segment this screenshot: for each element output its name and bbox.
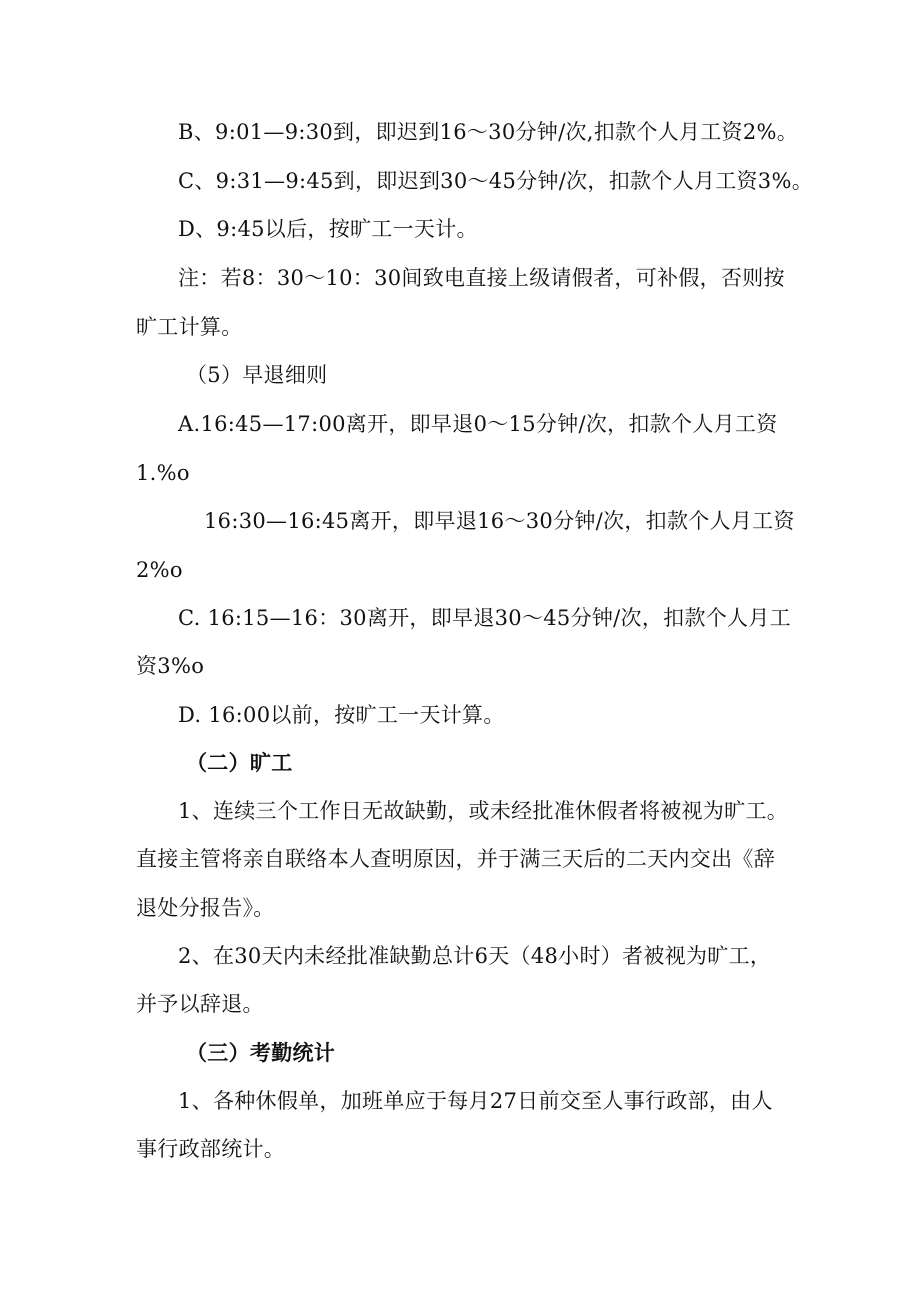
paragraph-line: 退处分报告》。 xyxy=(136,896,275,920)
paragraph-line: 16:30—16:45离开，即早退16～30分钟/次，扣款个人月工资 xyxy=(204,509,795,533)
paragraph-line: 并予以辞退。 xyxy=(136,992,264,1016)
paragraph-line: A.16:45—17:00离开，即早退0～15分钟/次，扣款个人月工资 xyxy=(178,412,778,436)
paragraph-line: 旷工计算。 xyxy=(136,315,243,339)
paragraph-line: C. 16:15—16：30离开，即早退30～45分钟/次，扣款个人月工 xyxy=(178,606,791,630)
paragraph-line: 直接主管将亲自联络本人查明原因，并于满三天后的二天内交出《辞 xyxy=(136,847,775,871)
section-subheading: （5）早退细则 xyxy=(186,363,328,387)
paragraph-line: 1、各种休假单，加班单应于每月27日前交至人事行政部，由人 xyxy=(178,1089,773,1113)
paragraph-line: C、9:31—9:45到，即迟到30～45分钟/次，扣款个人月工资3%。 xyxy=(178,169,814,193)
paragraph-line: 1、连续三个工作日无故缺勤，或未经批准休假者将被视为旷工。 xyxy=(178,799,789,823)
paragraph-line: 注：若8：30～10：30间致电直接上级请假者，可补假，否则按 xyxy=(178,266,785,290)
paragraph-line: 1.%o xyxy=(136,461,190,485)
paragraph-line: D、9:45以后，按旷工一天计。 xyxy=(178,217,478,241)
paragraph-line: 2%o xyxy=(136,558,183,582)
section-heading: （三）考勤统计 xyxy=(186,1041,336,1065)
section-heading: （二）旷工 xyxy=(186,751,293,775)
paragraph-line: 2、在30天内未经批准缺勤总计6天（48小时）者被视为旷工， xyxy=(178,944,772,968)
paragraph-line: 资3%o xyxy=(136,654,205,678)
paragraph-line: D. 16:00以前，按旷工一天计算。 xyxy=(178,703,505,727)
paragraph-line: 事行政部统计。 xyxy=(136,1137,286,1161)
paragraph-line: B、9:01—9:30到，即迟到16～30分钟/次,扣款个人月工资2%。 xyxy=(178,120,799,144)
